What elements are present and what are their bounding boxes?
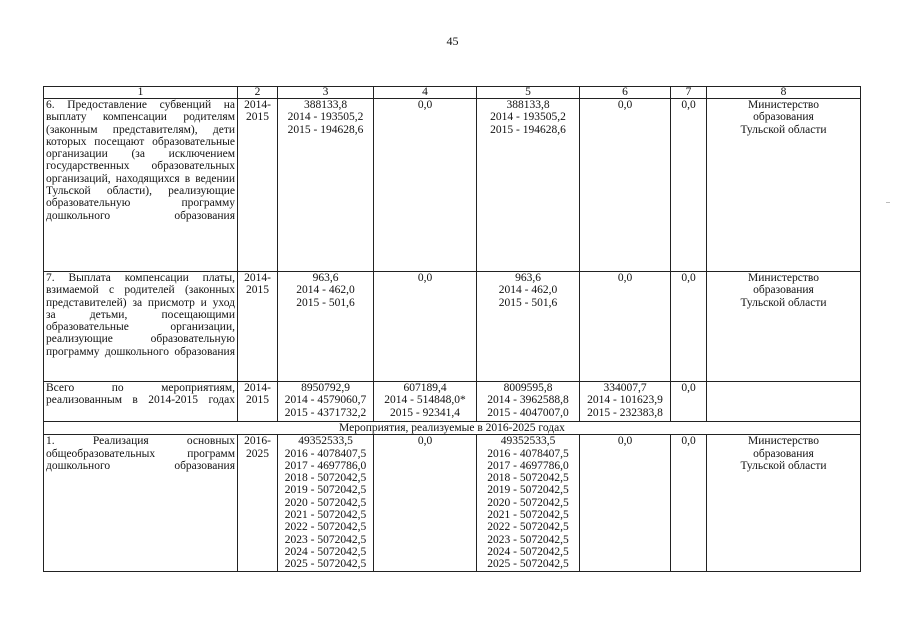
section-title: Мероприятия, реализуемые в 2016-2025 годах <box>44 422 861 435</box>
total-description: Всего по мероприятиям, реализованным в 2014-2015 годах <box>44 382 238 422</box>
funding-col6-cell: 334007,7 2014 - 101623,9 2015 - 232383,8 <box>580 382 671 422</box>
header-cell: 7 <box>671 87 707 99</box>
header-cell: 1 <box>44 87 238 99</box>
period-cell: 2016- 2025 <box>238 435 278 571</box>
activity-description: 6. Предоставление субвенций на выплату компенсации родителям (законным представителям), дети которых посещают образовательные организации (за исключением государственных образовательных организаций, находящихся в ведении Тульской области), реализующие образовательную программу дошкольного образования <box>44 99 238 272</box>
funding-col7-cell: 0,0 <box>671 272 707 382</box>
responsible-cell: Министерство образования Тульской области <box>707 272 861 382</box>
table-row <box>44 272 861 382</box>
responsible-cell: Министерство образования Тульской области <box>707 99 861 272</box>
header-row <box>44 87 861 99</box>
activity-description: 7. Выплата компенсации платы, взимаемой с родителей (законных представителей) за присмотр и уход за детьми, посещающими образовательные организации, реализующие образовательную программу дошкольного образования <box>44 272 238 382</box>
section-row <box>44 422 861 435</box>
responsible-cell <box>707 382 861 422</box>
funding-col5-cell: 8009595,8 2014 - 3962588,8 2015 - 4047007,0 <box>477 382 580 422</box>
funding-col6-cell: 0,0 <box>580 272 671 382</box>
total-funding-cell: 388133,8 2014 - 193505,2 2015 - 194628,6 <box>278 99 374 272</box>
total-funding-cell: 49352533,5 2016 - 4078407,5 2017 - 4697786,0 2018 - 5072042,5 2019 - 5072042,5 2020 - 5072042,5 2021 - 5072042,5 2022 - 5072042,5 2023 - 5072042,5 2024 - 5072042,5 2025 - 5072042,5 <box>278 435 374 571</box>
period-cell: 2014- 2015 <box>238 272 278 382</box>
activity-description: 1. Реализация основных общеобразовательных программ дошкольного образования <box>44 435 238 571</box>
funding-col7-cell: 0,0 <box>671 435 707 571</box>
funding-col4-cell: 0,0 <box>374 435 477 571</box>
page-number: 45 <box>446 34 459 48</box>
funding-col5-cell: 388133,8 2014 - 193505,2 2015 - 194628,6 <box>477 99 580 272</box>
header-cell: 2 <box>238 87 278 99</box>
table-row <box>44 99 861 272</box>
funding-col5-cell: 963,6 2014 - 462,0 2015 - 501,6 <box>477 272 580 382</box>
funding-col5-cell: 49352533,5 2016 - 4078407,5 2017 - 4697786,0 2018 - 5072042,5 2019 - 5072042,5 2020 - 5072042,5 2021 - 5072042,5 2022 - 5072042,5 2023 - 5072042,5 2024 - 5072042,5 2025 - 5072042,5 <box>477 435 580 571</box>
period-cell: 2014- 2015 <box>238 382 278 422</box>
period-cell: 2014- 2015 <box>238 99 278 272</box>
table-row <box>44 435 861 571</box>
program-table <box>43 86 861 572</box>
funding-col6-cell: 0,0 <box>580 99 671 272</box>
funding-col6-cell: 0,0 <box>580 435 671 571</box>
header-cell: 4 <box>374 87 477 99</box>
header-cell: 8 <box>707 87 861 99</box>
header-cell: 6 <box>580 87 671 99</box>
responsible-cell: Министерство образования Тульской области <box>707 435 861 571</box>
funding-col7-cell: 0,0 <box>671 99 707 272</box>
total-funding-cell: 8950792,9 2014 - 4579060,7 2015 - 4371732,2 <box>278 382 374 422</box>
funding-col4-cell: 607189,4 2014 - 514848,0* 2015 - 92341,4 <box>374 382 477 422</box>
funding-col4-cell: 0,0 <box>374 99 477 272</box>
funding-col7-cell: 0,0 <box>671 382 707 422</box>
header-cell: 5 <box>477 87 580 99</box>
total-funding-cell: 963,6 2014 - 462,0 2015 - 501,6 <box>278 272 374 382</box>
header-cell: 3 <box>278 87 374 99</box>
total-row <box>44 382 861 422</box>
funding-col4-cell: 0,0 <box>374 272 477 382</box>
scan-mark <box>886 202 890 203</box>
